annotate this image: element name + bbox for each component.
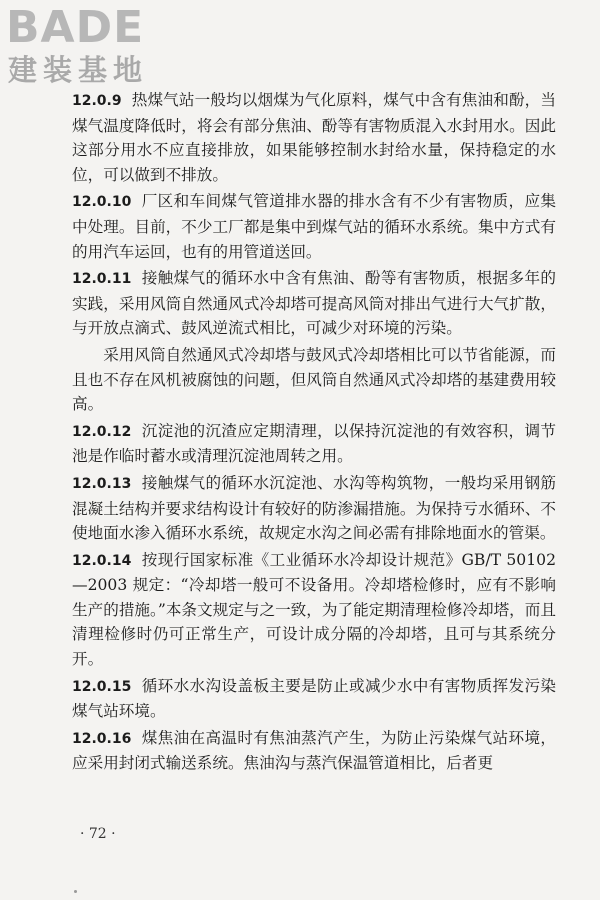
clause-number: 12.0.15 bbox=[72, 678, 132, 695]
clause-12-0-9 bbox=[72, 88, 556, 187]
clause-text: 厂区和车间煤气管道排水器的排水含有不少有害物质，应集中处理。目前，不少工厂都是集中到煤气站的循环水系统。集中方式有的用汽车运回，也有的用管道送回。 bbox=[72, 192, 556, 261]
document-body bbox=[72, 88, 556, 776]
clause-text: 沉淀池的沉渣应定期清理，以保持沉淀池的有效容积，调节池是作临时蓄水或清理沉淀池周转之用。 bbox=[72, 421, 556, 466]
logo-wordmark: BADE bbox=[6, 2, 145, 53]
clause-12-0-13 bbox=[72, 471, 556, 546]
clause-number: 12.0.12 bbox=[72, 423, 132, 440]
page-number: · 72 · bbox=[80, 826, 116, 842]
clause-text: 按现行国家标准《工业循环水冷却设计规范》GB/T 50102—2003 规定：“冷却塔一般可不设备用。冷却塔检修时，应有不影响生产的措施。”本条文规定与之一致，为了能定期清理检修冷却塔，而且清理检修时仍可正常生产，可设计成分隔的冷却塔，且可与其系统分开。 bbox=[72, 550, 556, 669]
clause-number: 12.0.10 bbox=[72, 194, 132, 211]
clause-number: 12.0.14 bbox=[72, 552, 132, 569]
clause-number: 12.0.13 bbox=[72, 475, 132, 492]
clause-12-0-14 bbox=[72, 548, 556, 672]
clause-text: 热煤气站一般均以烟煤为气化原料，煤气中含有焦油和酚，当煤气温度降低时，将会有部分焦油、酚等有害物质混入水封用水。因此这部分用水不应直接排放，如果能够控制水封给水量，保持稳定的水位，可以做到不排放。 bbox=[72, 91, 556, 184]
clause-text: 接触煤气的循环水中含有焦油、酚等有害物质，根据多年的实践，采用风筒自然通风式冷却塔可提高风筒对排出气进行大气扩散，与开放点滴式、鼓风逆流式相比，可减少对环境的污染。 bbox=[72, 269, 556, 338]
clause-text: 接触煤气的循环水沉淀池、水沟等构筑物，一般均采用钢筋混凝土结构并要求结构设计有较好的防渗漏措施。为保持亏水循环、不使地面水渗入循环水系统，故规定水沟之间必需有排除地面水的管渠。 bbox=[72, 473, 556, 543]
clause-12-0-11 bbox=[72, 266, 556, 341]
logo bbox=[6, 4, 176, 88]
clause-number: 12.0.9 bbox=[72, 93, 122, 109]
scan-speck bbox=[74, 890, 77, 893]
logo-subtitle: 建装基地 bbox=[8, 53, 149, 87]
clause-12-0-15 bbox=[72, 674, 556, 724]
clause-text: 循环水水沟设盖板主要是防止或减少水中有害物质挥发污染煤气站环境。 bbox=[72, 676, 556, 721]
clause-number: 12.0.16 bbox=[72, 730, 132, 747]
clause-12-0-12 bbox=[72, 419, 556, 469]
clause-text: 煤焦油在高温时有焦油蒸汽产生，为防止污染煤气站环境，应采用封闭式输送系统。焦油沟与蒸汽保温管道相比，后者更 bbox=[72, 728, 556, 773]
clause-12-0-10 bbox=[72, 189, 556, 264]
clause-text: 采用风筒自然通风式冷却塔与鼓风式冷却塔相比可以节省能源，而且也不存在风机被腐蚀的问题，但风筒自然通风式冷却塔的基建费用较高。 bbox=[72, 345, 556, 414]
clause-12-0-11-continuation bbox=[72, 343, 556, 417]
clause-12-0-16 bbox=[72, 726, 556, 776]
clause-number: 12.0.11 bbox=[72, 271, 132, 288]
